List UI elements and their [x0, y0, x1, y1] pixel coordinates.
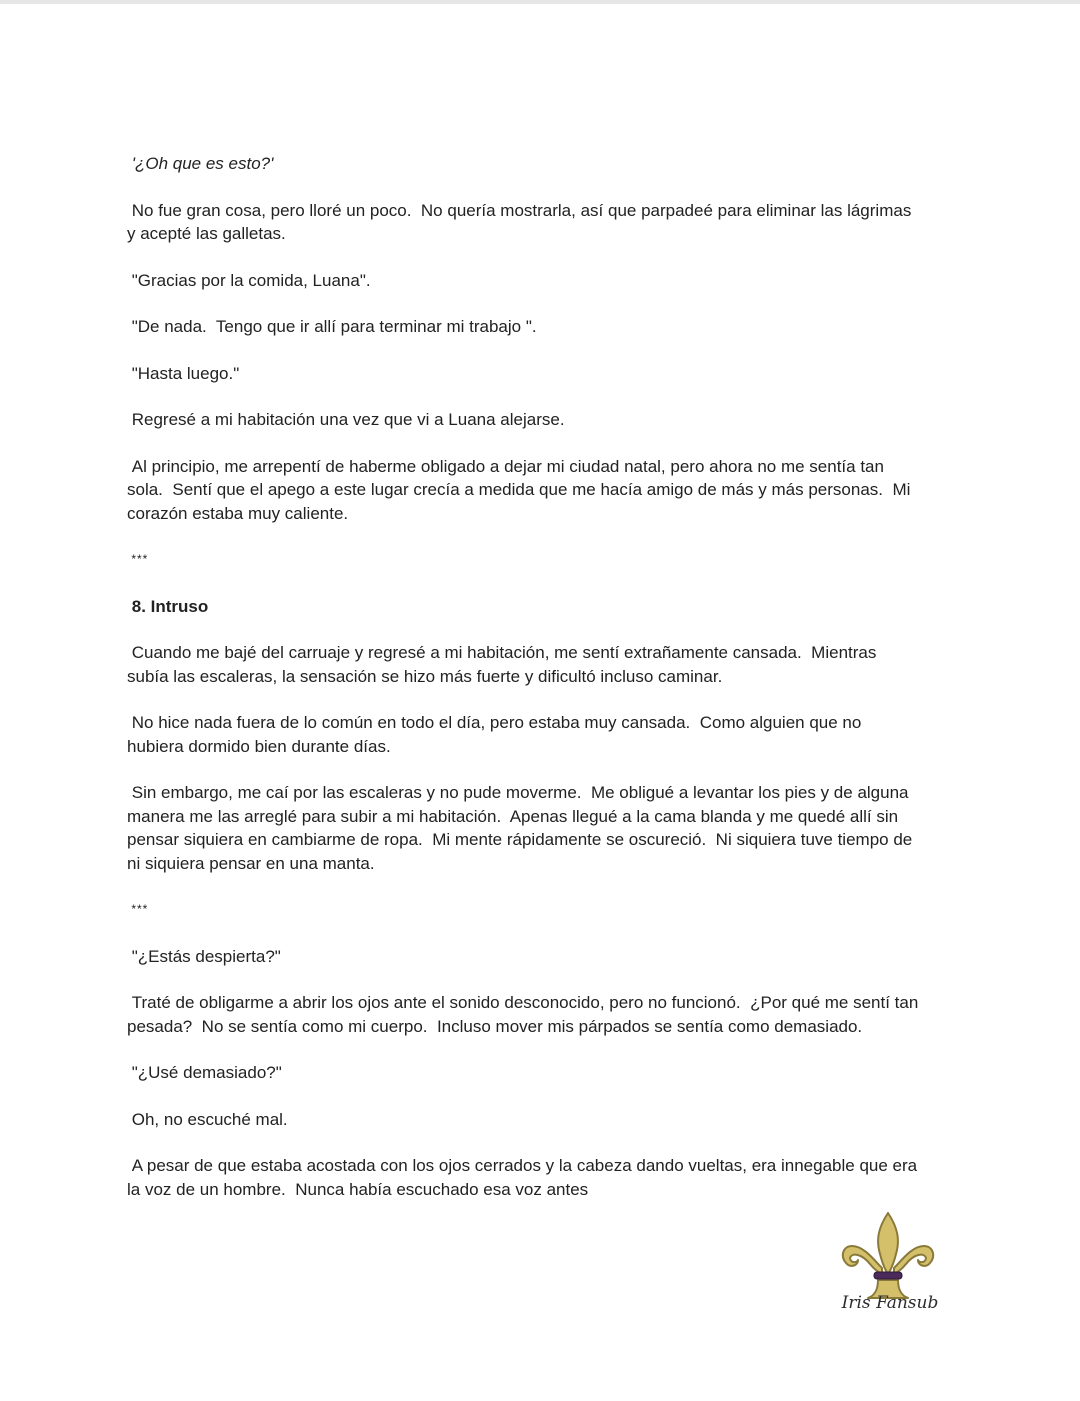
watermark-text: Iris Fansub — [841, 1293, 939, 1313]
paragraph: Regresé a mi habitación una vez que vi a Luana alejarse. — [127, 410, 565, 429]
scene-separator: *** — [127, 552, 149, 566]
page-top-edge — [0, 0, 1080, 4]
chapter-heading: 8. Intruso — [127, 596, 209, 616]
paragraph: No fue gran cosa, pero lloré un poco. No quería mostrarla, así que parpadeé para eliminar las lágrimas y acepté las galletas. — [127, 200, 912, 243]
paragraph: No hice nada fuera de lo común en todo el día, pero estaba muy cansada. Como alguien que no hubiera dormido bien durante días. — [127, 713, 862, 756]
paragraph: "¿Estás despierta?" — [127, 946, 281, 966]
scene-separator: *** — [127, 902, 149, 916]
paragraph: '¿Oh que es esto?' — [127, 154, 274, 173]
paragraph: "Hasta luego." — [127, 363, 240, 383]
document-body — [127, 152, 953, 1201]
paragraph: A pesar de que estaba acostada con los ojos cerrados y la cabeza dando vueltas, era innegable que era la voz de un hombre. Nunca había escuchado esa voz antes — [127, 1156, 918, 1199]
paragraph: Cuando me bajé del carruaje y regresé a mi habitación, me sentí extrañamente cansada. Mientras subía las escaleras, la sensación se hizo más fuerte y dificultó incluso caminar. — [127, 643, 877, 686]
paragraph: "De nada. Tengo que ir allí para terminar mi trabajo ". — [127, 317, 537, 336]
paragraph: Oh, no escuché mal. — [127, 1109, 288, 1129]
paragraph: "Gracias por la comida, Luana". — [127, 270, 371, 290]
paragraph: Traté de obligarme a abrir los ojos ante el sonido desconocido, pero no funcionó. ¿Por qué me sentí tan pesada? No se sentía como mi cuerpo. Incluso mover mis párpados se sentía como demasiado. — [127, 993, 919, 1036]
paragraph: Al principio, me arrepentí de haberme obligado a dejar mi ciudad natal, pero ahora no me sentía tan sola. Sentí que el apego a este lugar crecía a medida que me hacía amigo de más y más personas. Mi corazón estaba muy caliente. — [127, 456, 911, 523]
paragraph: Sin embargo, me caí por las escaleras y no pude moverme. Me obligué a levantar los pies y de alguna manera me las arreglé para subir a mi habitación. Apenas llegué a la cama blanda y me quedé allí sin pensar siquiera en cambiarme de ropa. Mi mente rápidamente se oscureció. Ni siquiera tuve tiempo de ni siquiera pensar en una manta. — [127, 783, 913, 873]
paragraph: "¿Usé demasiado?" — [127, 1063, 282, 1082]
